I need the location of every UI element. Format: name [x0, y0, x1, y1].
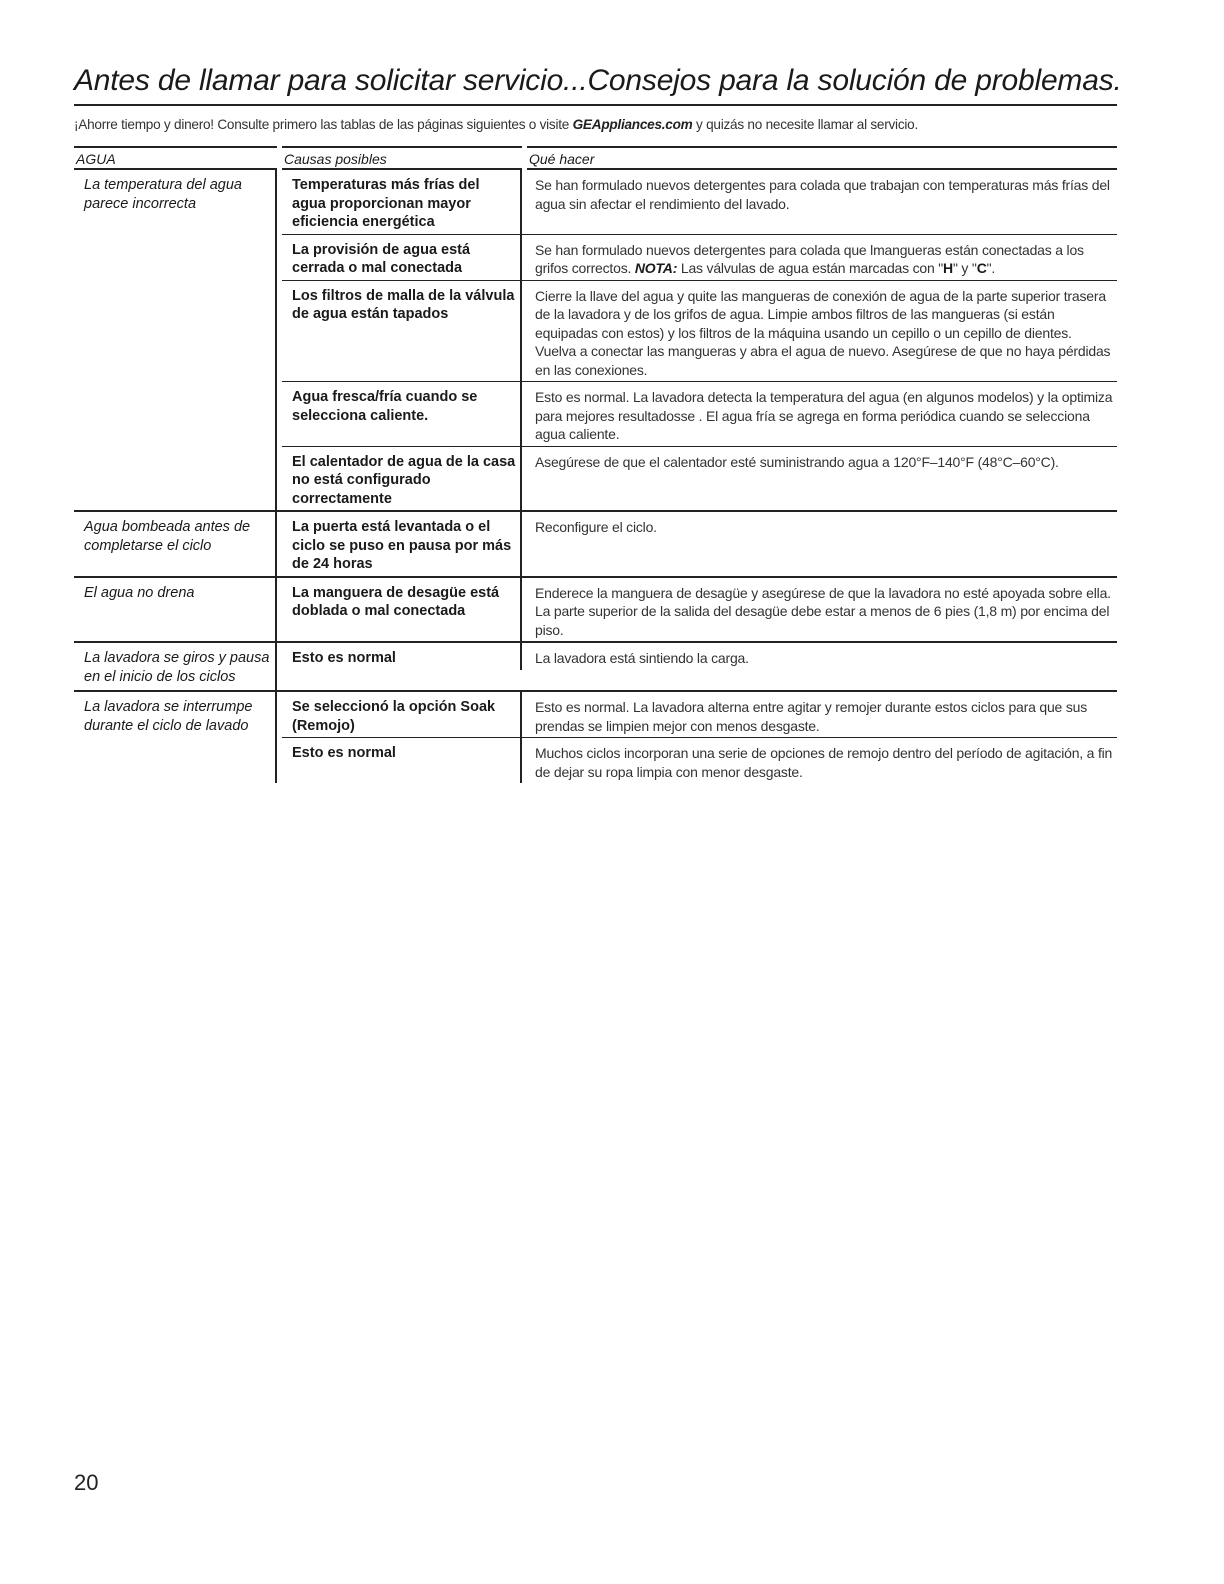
- cause-cell: Se seleccionó la opción Soak (Remojo): [282, 692, 522, 737]
- table-row: [282, 737, 1117, 783]
- problem-label: El agua no drena: [84, 584, 195, 601]
- fix-cell: Asegúrese de que el calentador esté suministrando agua a 120°F–140°F (48°C–60°C).: [535, 453, 1059, 470]
- fix-cell: Reconfigure el ciclo.: [535, 519, 657, 535]
- table-group: [74, 510, 1117, 576]
- table-row: [282, 643, 1117, 670]
- cause-cell: La manguera de desagüe está doblada o mal conectada: [282, 578, 522, 642]
- table-header-row: [74, 146, 1117, 170]
- cause-cell: Esto es normal: [282, 738, 522, 783]
- cause-cell: El calentador de agua de la casa no está configurado correctamente: [282, 447, 522, 511]
- table-row: [282, 170, 1117, 234]
- fix-cell: Enderece la manguera de desagüe y asegúrese de que la lavadora no esté apoyada sobre ella. La parte superior de la salida del desagüe debe estar a menos de 6 pies (1,8 m) por encima del piso.: [535, 584, 1111, 638]
- table-row: [282, 692, 1117, 737]
- intro-before: ¡Ahorre tiempo y dinero! Consulte primero las tablas de las páginas siguientes o visite: [74, 117, 573, 132]
- table-group: [74, 576, 1117, 642]
- cause-cell: Los filtros de malla de la válvula de agua están tapados: [282, 281, 522, 382]
- page-number: 20: [74, 1470, 99, 1495]
- cause-cell: Agua fresca/fría cuando se selecciona caliente.: [282, 382, 522, 446]
- fix-cell: Se han formulado nuevos detergentes para colada que trabajan con temperaturas más frías del agua sin afectar el rendimiento del lavado.: [535, 177, 1110, 212]
- header-agua: AGUA: [74, 146, 277, 170]
- intro-text: [74, 117, 1124, 132]
- header-que-hacer: Qué hacer: [527, 146, 1117, 170]
- table-row: [282, 512, 1117, 576]
- fix-cell: Se han formulado nuevos detergentes para colada que lmangueras están conectadas a los grifos correctos. NOTA: Las válvulas de agua están marcadas con "H" y "C".: [535, 241, 1084, 276]
- problem-label: La lavadora se interrumpe durante el ciclo de lavado: [84, 699, 253, 734]
- ge-appliances-link[interactable]: GEAppliances.com: [572, 117, 693, 132]
- fix-cell: Esto es normal. La lavadora alterna entre agitar y remojer durante estos ciclos para que sus prendas se limpien mejor con menos desgaste.: [535, 699, 1088, 734]
- nota-label: NOTA:: [634, 260, 678, 276]
- page-title: Antes de llamar para solicitar servicio...Consejos para la solución de problemas.: [74, 64, 1122, 97]
- header-causas: Causas posibles: [282, 146, 522, 170]
- table-group: [74, 170, 1117, 510]
- table-row: [282, 578, 1117, 642]
- table-row: [282, 381, 1117, 446]
- table-row: [282, 280, 1117, 382]
- cause-cell: La provisión de agua está cerrada o mal conectada: [282, 235, 522, 280]
- cause-cell: La puerta está levantada o el ciclo se puso en pausa por más de 24 horas: [282, 512, 522, 576]
- problem-label: La temperatura del agua parece incorrecta: [84, 177, 242, 212]
- problem-label: Agua bombeada antes de completarse el ciclo: [84, 519, 251, 554]
- intro-after: y quizás no necesite llamar al servicio.: [692, 117, 918, 132]
- troubleshooting-table: [74, 146, 1117, 783]
- cause-cell: Esto es normal: [282, 643, 522, 670]
- table-row: [282, 234, 1117, 280]
- fix-cell: Muchos ciclos incorporan una serie de opciones de remojo dentro del período de agitación, a fin de dejar su ropa limpia con menor desgaste.: [535, 745, 1113, 780]
- cause-cell: Temperaturas más frías del agua proporcionan mayor eficiencia energética: [282, 170, 522, 234]
- fix-cell: La lavadora está sintiendo la carga.: [535, 650, 749, 666]
- problem-label: La lavadora se giros y pausa en el inicio de los ciclos: [84, 650, 270, 685]
- title-rule: [74, 104, 1117, 106]
- table-group: [74, 690, 1117, 783]
- table-row: [282, 446, 1117, 511]
- fix-cell: Esto es normal. La lavadora detecta la temperatura del agua (en algunos modelos) y la optimiza para mejores resultadosse . El agua fría se agrega en forma periódica cuando se selecciona agua caliente.: [535, 389, 1113, 442]
- table-group: [74, 641, 1117, 690]
- fix-cell: Cierre la llave del agua y quite las mangueras de conexión de agua de la parte superior trasera de la lavadora y de los grifos de agua. Limpie ambos filtros de las mangueras (si están equipadas con estos) y los filtros de la máquina usando un cepillo o un cepillo de dientes. Vuelva a conectar las mangueras y abra el agua de nuevo. Asegúrese de que no haya pérdidas en las conexiones.: [535, 287, 1111, 378]
